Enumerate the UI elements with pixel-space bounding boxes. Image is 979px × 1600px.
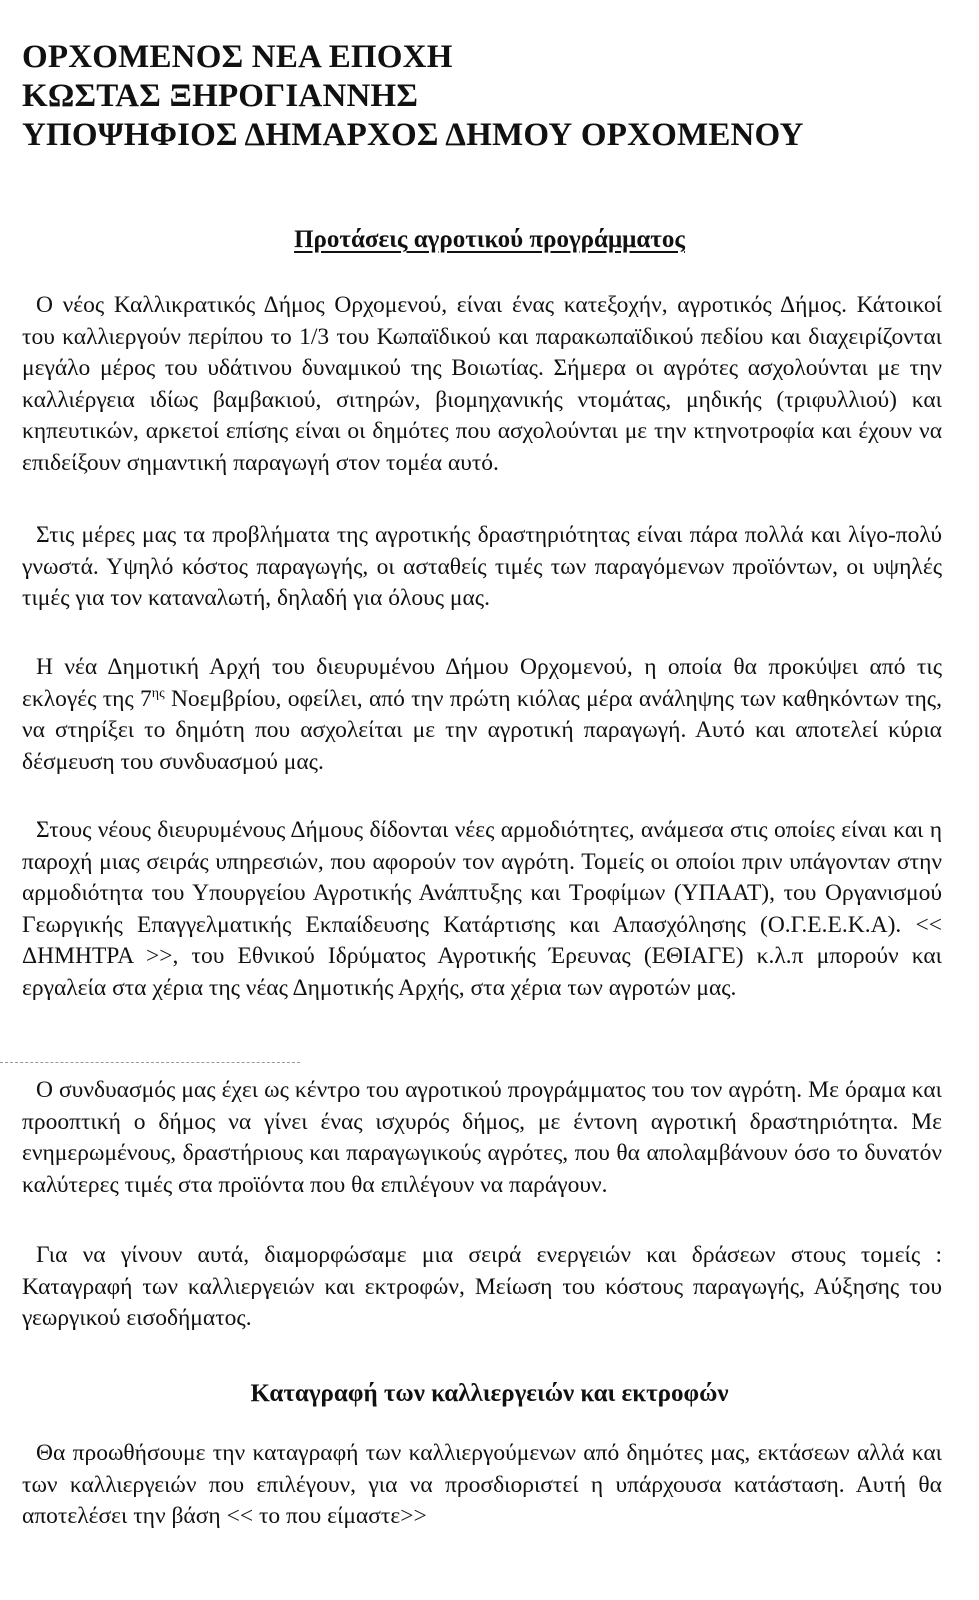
paragraph-text-before: Η νέα Δημοτική Αρχή του διευρυμένου Δήμου Ορχομενού, η οποία θα προκύψει από τις εκλογές της 7	[22, 654, 942, 712]
paragraph-new-responsibilities	[22, 815, 942, 1004]
ordinal-superscript: ης	[151, 685, 165, 701]
paragraph-text: Θα προωθήσουμε την καταγραφή των καλλιεργούμενων από δημότες μας, εκτάσεων αλλά και των καλλιεργειών που επιλέγουν, για να προσδιοριστεί η υπάρχουσα κατάσταση. Αυτή θα αποτελέσει την βάση << το που είμαστε>>	[22, 1440, 942, 1529]
paragraph-municipality-intro	[22, 290, 942, 479]
paragraph-text: Ο νέος Καλλικρατικός Δήμος Ορχομενού, είναι ένας κατεξοχήν, αγροτικός Δήμος. Κάτοικοί του καλλιεργούν περίπου το 1/3 του Κωπαϊδικού και παρακωπαϊδικού πεδίου και διαχειρίζονται μεγάλο μέρος του υδάτινου δυναμικού της Βοιωτίας. Σήμερα οι αγρότες ασχολούνται με την καλλιέργεια ιδίως βαμβακιού, σιτηρών, βιομηχανικής ντομάτας, μηδικής (τριφυλλιού) και κηπευτικών, αρκετοί επίσης είναι οι δημότες που ασχολούνται με την κτηνοτροφία και έχουν να επιδείξουν σημαντική παραγωγή στον τομέα αυτό.	[22, 292, 942, 476]
paragraph-text: Ο συνδυασμός μας έχει ως κέντρο του αγροτικού προγράμματος του τον αγρότη. Με όραμα και προοπτική ο δήμος να γίνει ένας ισχυρός δήμος, με έντονη αγροτική δραστηριότητα. Με ενημερωμένους, δραστήριους και παραγωγικούς αγρότες, που θα απολαμβάνουν όσο το δυνατόν καλύτερες τιμές στα προϊόντα που θα επιλέγουν να παράγουν.	[22, 1077, 942, 1198]
section-title-agricultural-proposals: Προτάσεις αγροτικού προγράμματος	[294, 226, 685, 253]
paragraph-actions	[22, 1240, 942, 1335]
paragraph-text-after: Νοεμβρίου, οφείλει, από την πρώτη κιόλας μέρα ανάληψης των καθηκόντων της, να στηρίξει το δημότη που ασχολείται με την αγροτική παραγωγή. Αυτό και αποτελεί κύρια δέσμευση του συνδυασμού μας.	[22, 685, 942, 775]
paragraph-text: Στις μέρες μας τα προβλήματα της αγροτικής δραστηριότητας είναι πάρα πολλά και λίγο-πολύ γνωστά. Υψηλό κόστος παραγωγής, οι ασταθείς τιμές των παραγόμενων προϊόντων, οι υψηλές τιμές για τον καταναλωτή, δηλαδή για όλους μας.	[22, 522, 942, 611]
paragraph-new-authority	[22, 652, 942, 778]
paragraph-problems	[22, 520, 942, 615]
header-candidate-role: ΥΠΟΨΗΦΙΟΣ ΔΗΜΑΡΧΟΣ ΔΗΜΟΥ ΟΡΧΟΜΕΝΟΥ	[22, 117, 804, 153]
section-title-registration: Καταγραφή των καλλιεργειών και εκτροφών	[250, 1380, 729, 1407]
paragraph-text: Στους νέους διευρυμένους Δήμους δίδονται νέες αρμοδιότητες, ανάμεσα στις οποίες είναι και η παροχή μιας σειράς υπηρεσιών, που αφορούν τον αγρότη. Τομείς οι οποίοι πριν υπάγονταν στην αρμοδιότητα του Υπουργείου Αγροτικής Ανάπτυξης και Τροφίμων (ΥΠΑΑΤ), του Οργανισμού Γεωργικής Επαγγελματικής Εκπαίδευσης Κατάρτισης και Απασχόλησης (Ο.Γ.Ε.Ε.Κ.Α). << ΔΗΜΗΤΡΑ >>, του Εθνικού Ιδρύματος Αγροτικής Έρευνας (ΕΘΙΑΓΕ) κ.λ.π μπορούν και εργαλεία στα χέρια της νέας Δημοτικής Αρχής, στα χέρια των αγροτών μας.	[22, 817, 942, 1001]
header-party-name: ΟΡΧΟΜΕΝΟΣ ΝΕΑ ΕΠΟΧΗ	[22, 39, 453, 75]
document-header	[22, 38, 922, 155]
paragraph-registration	[22, 1438, 942, 1533]
scan-artifact-rule	[0, 1062, 300, 1063]
paragraph-text: Για να γίνουν αυτά, διαμορφώσαμε μια σειρά ενεργειών και δράσεων στους τομείς : Καταγραφή των καλλιεργειών και εκτροφών, Μείωση του κόστους παραγωγής, Αύξησης του γεωργικού εισοδήματος.	[22, 1242, 942, 1331]
paragraph-vision	[22, 1075, 942, 1201]
header-candidate-name: ΚΩΣΤΑΣ ΞΗΡΟΓΙΑΝΝΗΣ	[22, 78, 419, 114]
